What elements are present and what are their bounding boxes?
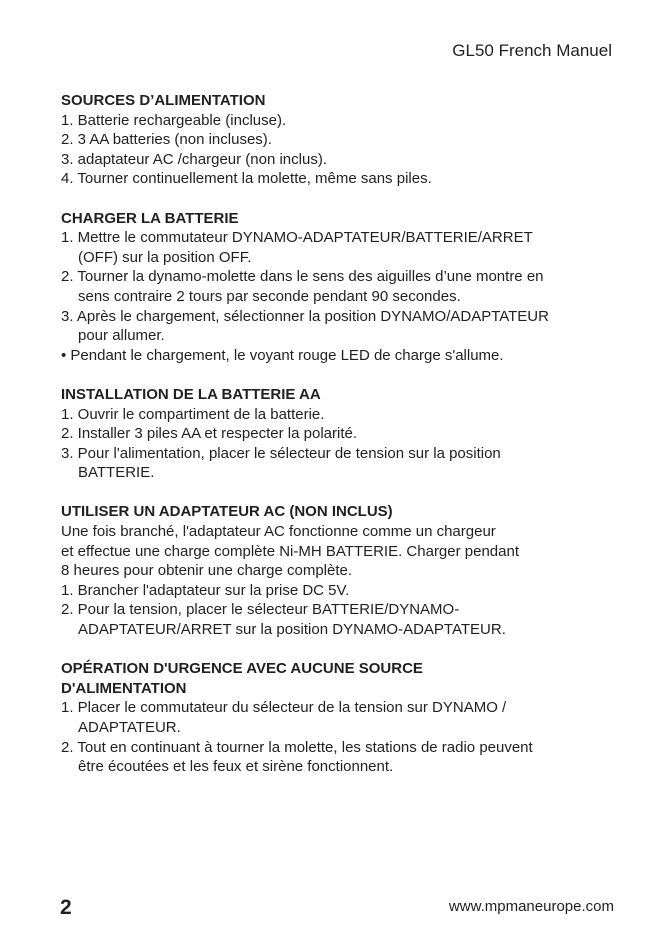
list-item-continuation: BATTERIE. (78, 464, 155, 482)
section-ac-adapter (61, 502, 621, 639)
list-item: 2. Pour la tension, placer le sélecteur BATTERIE/DYNAMO- (61, 601, 460, 619)
list-item-continuation: ADAPTATEUR. (78, 719, 181, 736)
section-power-sources (61, 91, 621, 189)
section-heading: INSTALLATION DE LA BATTERIE AA (61, 385, 321, 403)
section-heading: UTILISER UN ADAPTATEUR AC (NON INCLUS) (61, 503, 393, 521)
bullet-item: • Pendant le chargement, le voyant rouge LED de charge s'allume. (61, 346, 504, 364)
list-item: 1. Mettre le commutateur DYNAMO-ADAPTATEUR/BATTERIE/ARRET (61, 229, 533, 247)
list-item: 2. 3 AA batteries (non incluses). (61, 131, 272, 149)
section-charge-battery (61, 209, 621, 366)
list-item: 2. Installer 3 piles AA et respecter la polarité. (61, 425, 357, 443)
list-item: 3. Pour l'alimentation, placer le sélecteur de tension sur la position (61, 444, 501, 462)
manual-content (61, 91, 621, 796)
list-item-continuation: être écoutées et les feux et sirène fonctionnent. (78, 758, 394, 776)
list-item-continuation: (OFF) sur la position OFF. (78, 248, 252, 266)
page-number: 2 (60, 896, 72, 919)
list-item-continuation: pour allumer. (78, 327, 165, 345)
list-item: 3. Après le chargement, sélectionner la position DYNAMO/ADAPTATEUR (61, 307, 549, 325)
section-heading: CHARGER LA BATTERIE (61, 209, 239, 227)
list-item: 1. Ouvrir le compartiment de la batterie. (61, 405, 325, 423)
list-item-continuation: sens contraire 2 tours par seconde pendant 90 secondes. (78, 287, 461, 305)
list-item: 1. Placer le commutateur du sélecteur de la tension sur DYNAMO / (61, 699, 507, 717)
paragraph-line: 8 heures pour obtenir une charge complète. (61, 562, 353, 580)
list-item: 2. Tourner la dynamo-molette dans le sens des aiguilles d’une montre en (61, 268, 544, 286)
list-item: 2. Tout en continuant à tourner la molette, les stations de radio peuvent (61, 738, 533, 756)
list-item: 1. Brancher l'adaptateur sur la prise DC 5V. (61, 581, 350, 599)
section-aa-battery-install (61, 385, 621, 483)
paragraph-line: Une fois branché, l'adaptateur AC fonctionne comme un chargeur (61, 523, 496, 541)
paragraph-line: et effectue une charge complète Ni-MH BATTERIE. Charger pendant (61, 542, 520, 560)
list-item-continuation: ADAPTATEUR/ARRET sur la position DYNAMO-ADAPTATEUR. (78, 621, 506, 639)
section-heading: OPÉRATION D'URGENCE AVEC AUCUNE SOURCE (61, 660, 423, 678)
section-emergency-operation (61, 659, 621, 777)
list-item: 3. adaptateur AC /chargeur (non inclus). (61, 150, 327, 168)
section-heading: SOURCES D’ALIMENTATION (61, 92, 266, 109)
header-title: GL50 French Manuel (452, 41, 612, 60)
section-heading-line-2: D'ALIMENTATION (61, 679, 187, 697)
footer-url: www.mpmaneurope.com (448, 898, 614, 915)
list-item: 4. Tourner continuellement la molette, même sans piles. (61, 170, 432, 188)
list-item: 1. Batterie rechargeable (incluse). (61, 111, 287, 129)
